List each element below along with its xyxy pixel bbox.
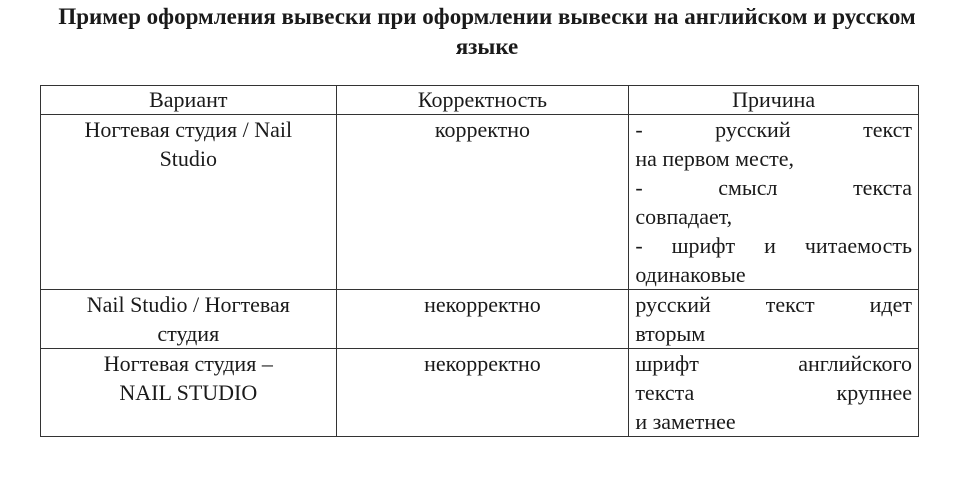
reason-line: русский текст идет [635, 292, 912, 317]
reason-line: на первом месте, [635, 146, 795, 171]
variant-line: Ногтевая студия – [103, 351, 273, 376]
variant-line: Nail Studio / Ногтевая [86, 292, 290, 317]
table-header-row [41, 86, 919, 115]
variant-line: Studio [159, 146, 218, 171]
reason-line: - смысл текста [635, 175, 912, 200]
signage-examples-table [40, 85, 919, 437]
reason-line: текста крупнее [635, 380, 912, 405]
reason-line: вторым [635, 321, 706, 346]
header-reason: Причина [629, 86, 919, 115]
table-row [41, 349, 919, 437]
header-correctness: Корректность [336, 86, 629, 115]
variant-line: студия [157, 321, 220, 346]
reason-line: совпадает, [635, 204, 733, 229]
header-variant: Вариант [41, 86, 337, 115]
reason-cell [629, 349, 919, 437]
reason-line: одинаковые [635, 262, 746, 287]
variant-cell [41, 290, 337, 349]
reason-line: - русский текст [635, 117, 912, 142]
table-row [41, 115, 919, 290]
reason-line: - шрифт и читаемость [635, 233, 912, 258]
reason-cell [629, 115, 919, 290]
variant-cell [41, 115, 337, 290]
variant-line: Ногтевая студия / Nail [84, 117, 293, 142]
document-title: Пример оформления вывески при оформлении вывески на английском и русском языке [58, 4, 916, 59]
correctness-cell: некорректно [336, 290, 629, 349]
correctness-cell: некорректно [336, 349, 629, 437]
reason-line: шрифт английского [635, 351, 912, 376]
correctness-cell: корректно [336, 115, 629, 290]
variant-cell [41, 349, 337, 437]
table-row [41, 290, 919, 349]
reason-line: и заметнее [635, 409, 736, 434]
reason-cell [629, 290, 919, 349]
variant-line: NAIL STUDIO [119, 380, 258, 405]
